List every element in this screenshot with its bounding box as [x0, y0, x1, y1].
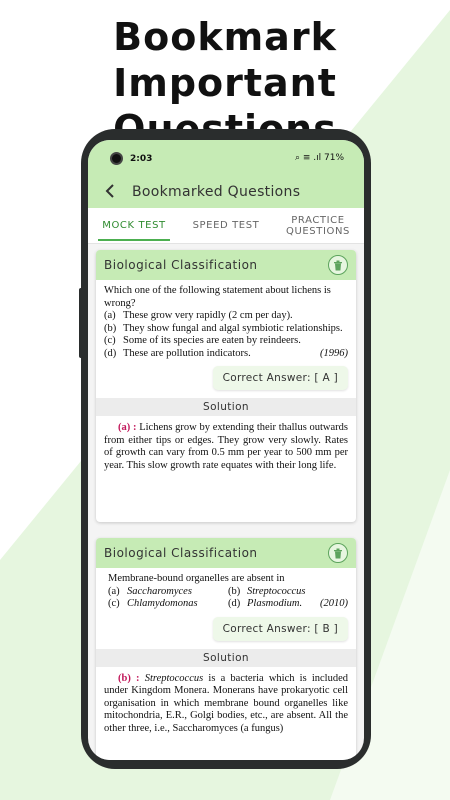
solution-header: Solution: [96, 398, 356, 416]
option-text: These grow very rapidly (2 cm per day).: [123, 310, 293, 321]
front-camera: [110, 152, 123, 165]
option-label: (b): [104, 322, 117, 334]
tab-mock-test-label: MOCK TEST: [102, 220, 166, 231]
option-label: (a): [108, 585, 120, 597]
tab-bar: [88, 208, 364, 244]
side-button-left: [79, 288, 83, 358]
option-label: (b): [228, 585, 241, 597]
option-label: (d): [104, 347, 117, 359]
question-stem: Membrane-bound organelles are absent in: [108, 573, 285, 584]
option-b: [228, 586, 348, 599]
question-stem: Which one of the following statement about lichens is wrong?: [104, 285, 331, 309]
question-text-block: [96, 568, 356, 611]
status-bar: [88, 140, 364, 176]
option-text: Some of its species are eaten by reindeers.: [123, 335, 301, 346]
correct-answer-badge: Correct Answer: [ B ]: [213, 617, 348, 641]
option-c: [108, 598, 228, 611]
tab-practice-questions[interactable]: [272, 208, 364, 244]
volume-button: [367, 288, 371, 320]
trash-icon: [333, 548, 343, 559]
option-a: [104, 310, 348, 323]
solution-body: Lichens grow by extending their thallus outwards from either tips or edges. They grow very slowly. Rates of growth can vary from 0.5 mm per year to 500 mm per year. This slow growth rate equates with their long life.: [104, 422, 348, 471]
option-text: Streptococcus: [247, 585, 306, 597]
option-label: (c): [104, 335, 116, 346]
question-card: [96, 538, 356, 760]
page-title: Bookmarked Questions: [132, 184, 301, 200]
question-card: [96, 250, 356, 522]
tab-practice-label-2: QUESTIONS: [285, 225, 350, 237]
option-label: (d): [228, 598, 241, 609]
answer-row: [96, 611, 356, 641]
option-text: Plasmodium.: [247, 598, 303, 609]
back-arrow-icon[interactable]: [104, 183, 126, 202]
solution-italic-term: Streptococcus: [144, 672, 204, 684]
solution-key: (a) :: [118, 422, 137, 433]
card-topic: Biological Classification: [104, 546, 258, 560]
option-label: (a): [104, 310, 116, 321]
status-time: 2:03: [130, 154, 153, 164]
tab-mock-test[interactable]: [88, 208, 180, 244]
question-year: (2010): [320, 598, 348, 609]
tab-speed-test-label: SPEED TEST: [192, 220, 260, 231]
solution-header: Solution: [96, 649, 356, 667]
delete-bookmark-button[interactable]: [328, 543, 348, 563]
tab-practice-label-1: PRACTICE: [291, 214, 345, 226]
power-button: [367, 350, 371, 392]
answer-row: [96, 360, 356, 390]
option-text: These are pollution indicators.: [123, 347, 251, 359]
card-header: [96, 250, 356, 280]
phone-screen: [88, 140, 364, 760]
app-bar: [88, 176, 364, 208]
headline-line-1: Bookmark Important: [113, 15, 337, 105]
option-label: (c): [108, 598, 120, 609]
option-d: [228, 598, 348, 611]
option-b: [104, 323, 348, 336]
option-a: [108, 586, 228, 599]
solution-text: [96, 667, 356, 742]
option-d: [104, 348, 348, 361]
status-icons: ⌕ ≡ .ıl 71%: [294, 153, 344, 163]
solution-key: (b) :: [118, 672, 140, 684]
question-text-block: [96, 280, 356, 360]
card-topic: Biological Classification: [104, 258, 258, 272]
option-text: Chlamydomonas: [127, 598, 198, 609]
solution-body: is a bacteria which is included under Kingdom Monera. Monerans have prokaryotic cell organisation in which membrane bound organelles like mitochondria, E.R., Golgi bodies, etc., are absent. All the other three, i.e., Saccharomyces (a fungus): [104, 672, 349, 734]
delete-bookmark-button[interactable]: [328, 255, 348, 275]
option-text: They show fungal and algal symbiotic relationships.: [123, 322, 343, 334]
solution-text: [96, 416, 356, 478]
option-c: [104, 335, 348, 348]
card-header: [96, 538, 356, 568]
correct-answer-badge: Correct Answer: [ A ]: [213, 366, 348, 390]
option-text: Saccharomyces: [127, 585, 192, 597]
options-grid: [108, 586, 348, 611]
trash-icon: [333, 260, 343, 271]
question-year: (1996): [320, 347, 348, 359]
tab-speed-test[interactable]: [180, 208, 272, 244]
